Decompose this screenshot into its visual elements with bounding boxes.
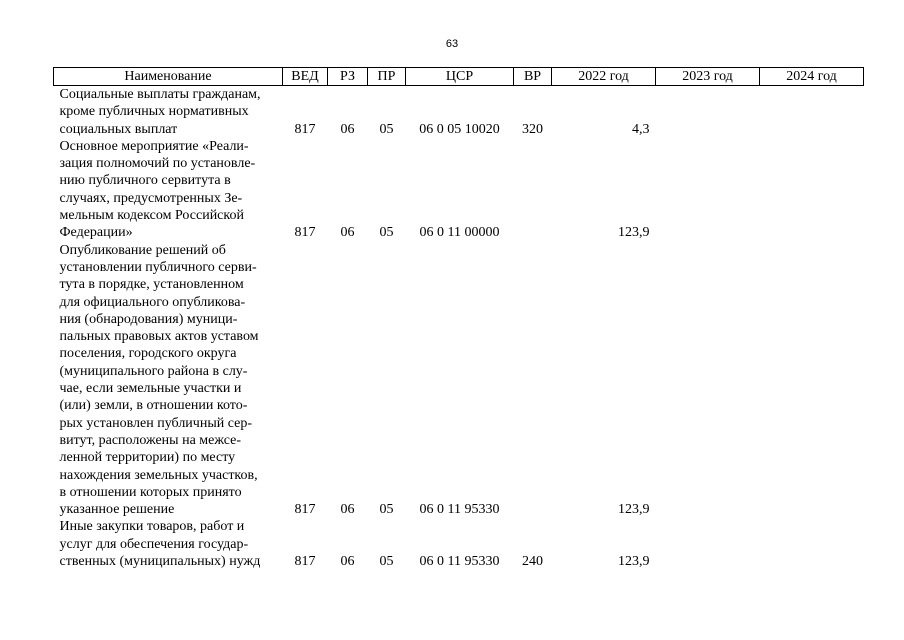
row-2022: 4,3 bbox=[632, 121, 650, 137]
header-vr: ВР bbox=[514, 68, 552, 86]
row-2024 bbox=[760, 138, 864, 242]
row-csr: 06 0 05 10020 bbox=[419, 121, 500, 137]
row-2023 bbox=[656, 138, 760, 242]
row-csr: 06 0 11 00000 bbox=[419, 225, 500, 241]
row-ved: 817 bbox=[294, 502, 316, 518]
row-2023 bbox=[656, 86, 760, 138]
header-2023: 2023 год bbox=[656, 68, 760, 86]
row-2024 bbox=[760, 242, 864, 519]
table-header-row bbox=[54, 68, 864, 86]
row-vr bbox=[514, 242, 552, 519]
header-2024: 2024 год bbox=[760, 68, 864, 86]
table-row bbox=[54, 518, 864, 570]
row-2024 bbox=[760, 518, 864, 570]
header-csr: ЦСР bbox=[406, 68, 514, 86]
row-ved: 817 bbox=[294, 554, 316, 570]
row-pr: 05 bbox=[379, 502, 394, 518]
header-pr: ПР bbox=[368, 68, 406, 86]
row-vr bbox=[514, 138, 552, 242]
header-2022: 2022 год bbox=[552, 68, 656, 86]
row-2024 bbox=[760, 86, 864, 138]
row-name: Социальные выплаты гражданам, кроме публичных нормативных социальных выплат bbox=[59, 87, 261, 137]
row-2023 bbox=[656, 518, 760, 570]
row-pr: 05 bbox=[379, 554, 394, 570]
header-rz: РЗ bbox=[328, 68, 368, 86]
header-name: Наименование bbox=[54, 68, 283, 86]
row-2022: 123,9 bbox=[618, 502, 650, 518]
row-vr: 320 bbox=[522, 121, 543, 137]
row-rz: 06 bbox=[340, 121, 355, 137]
table-row bbox=[54, 138, 864, 242]
table-row bbox=[54, 242, 864, 519]
header-ved: ВЕД bbox=[283, 68, 328, 86]
row-pr: 05 bbox=[379, 121, 394, 137]
row-csr: 06 0 11 95330 bbox=[419, 502, 500, 518]
row-2022: 123,9 bbox=[618, 554, 650, 570]
row-name: Иные закупки товаров, работ и услуг для обеспечения государ- ственных (муниципальных) нужд bbox=[59, 519, 261, 570]
budget-table bbox=[53, 67, 864, 570]
row-vr: 240 bbox=[522, 554, 543, 570]
page-number: 63 bbox=[445, 38, 459, 50]
table-row bbox=[54, 86, 864, 138]
row-name: Основное мероприятие «Реали- зация полномочий по установле- нию публичного сервитута в случаях, предусмотренных Зе- мельным кодексом Российской Федерации» bbox=[59, 138, 256, 241]
row-rz: 06 bbox=[340, 225, 355, 241]
row-rz: 06 bbox=[340, 502, 355, 518]
row-pr: 05 bbox=[379, 225, 394, 241]
row-name: Опубликование решений об установлении публичного серви- тута в порядке, установленном для официального опубликова- ния (обнародования) муници- пальных правовых актов уставом поселения, городского округа (муниципального района в слу- чае, если земельные участки и (или) земли, в отношении кото- рых установлен публичный сер- витут, расположены на межсе- ленной территории) по месту нахождения земельных участков, в отношении которых принято указанное решение bbox=[59, 242, 259, 518]
row-ved: 817 bbox=[294, 225, 316, 241]
row-2023 bbox=[656, 242, 760, 519]
row-2022: 123,9 bbox=[618, 225, 650, 241]
row-csr: 06 0 11 95330 bbox=[419, 554, 500, 570]
row-ved: 817 bbox=[294, 121, 316, 137]
row-rz: 06 bbox=[340, 554, 355, 570]
